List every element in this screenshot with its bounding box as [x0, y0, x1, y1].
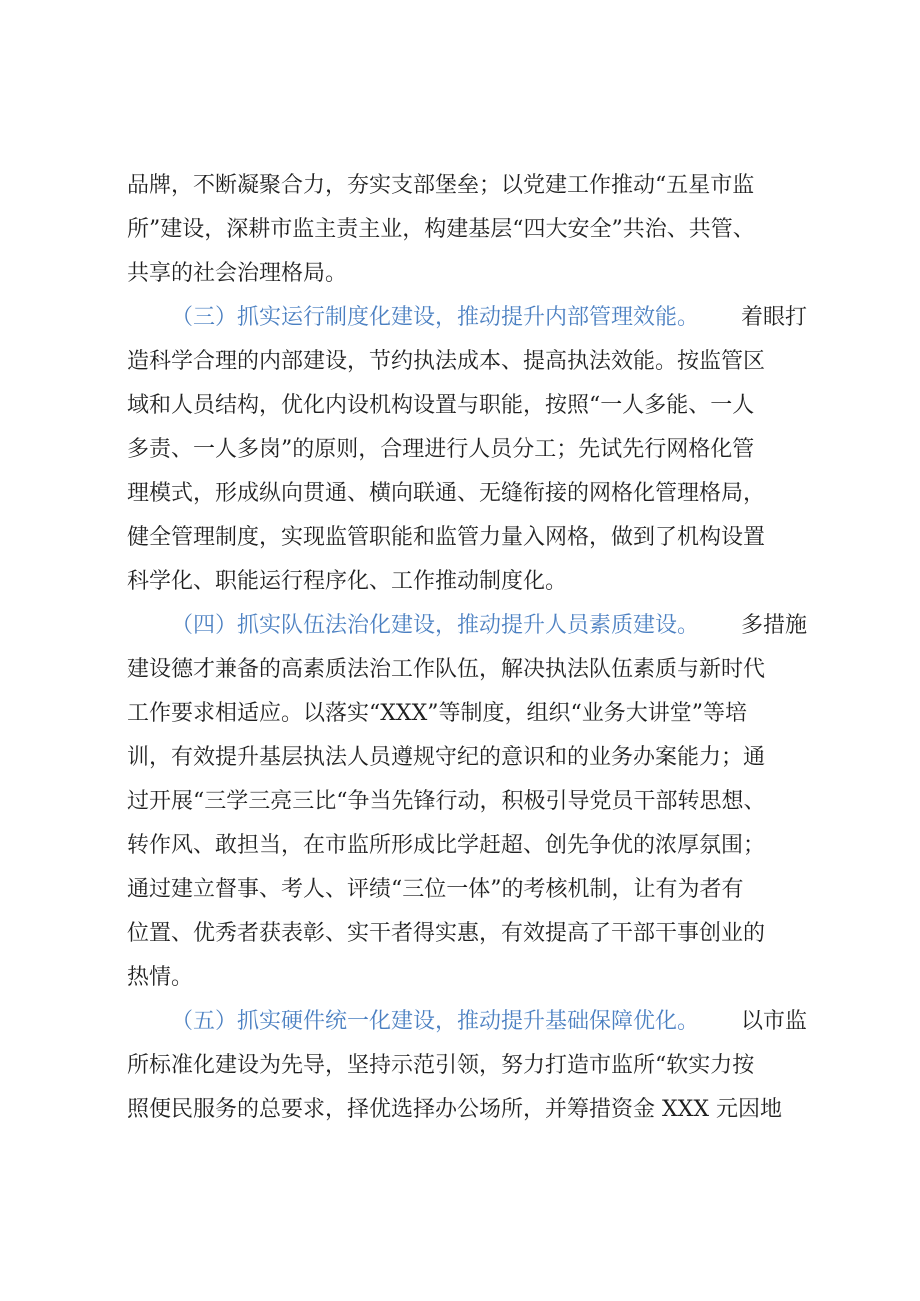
text-line-content: 域和人员结构，优化内设机构设置与职能，按照“一人多能、一人 — [127, 393, 755, 418]
text-line-content: 理模式，形成纵向贯通、横向联通、无缝衔接的网格化管理格局， — [127, 481, 766, 506]
text-line — [0, 254, 920, 294]
text-line — [0, 474, 920, 514]
text-line-content: 造科学合理的内部建设，节约执法成本、提高执法效能。按监管区 — [127, 349, 766, 374]
text-line — [0, 1046, 920, 1086]
text-line-content: 健全管理制度，实现监管职能和监管力量入网格，做到了机构设置 — [127, 525, 766, 550]
text-line — [0, 782, 920, 822]
text-line — [0, 342, 920, 382]
text-line-content: 位置、优秀者获表彰、实干者得实惠，有效提高了干部干事创业的 — [127, 921, 766, 946]
text-line — [0, 914, 920, 954]
section-4-heading: （四）抓实队伍法治化建设，推动提升人员素质建设。 — [171, 613, 700, 638]
text-line — [0, 738, 920, 778]
text-line — [0, 1090, 920, 1130]
text-line-content: 多责、一人多岗”的原则，合理进行人员分工；先试先行网格化管 — [127, 437, 755, 462]
text-line — [0, 518, 920, 558]
text-line-content: 训，有效提升基层执法人员遵规守纪的意识和的业务办案能力；通 — [127, 745, 766, 770]
text-line-content: 过开展“三学三亮三比“争当先锋行动，积极引导党员干部转思想、 — [127, 789, 766, 814]
text-line-content: 品牌，不断凝聚合力，夯实支部堡垒；以党建工作推动“五星市监 — [127, 173, 755, 198]
text-line — [0, 958, 920, 998]
text-line — [0, 826, 920, 866]
section-5-first-line — [0, 1002, 920, 1042]
text-line — [0, 386, 920, 426]
section-5-heading: （五）抓实硬件统一化建设，推动提升基础保障优化。 — [171, 1009, 700, 1034]
text-line-content: 所标准化建设为先导，坚持示范引领，努力打造市监所“软实力按 — [127, 1053, 755, 1078]
text-line-content: 通过建立督事、考人、评绩“三位一体”的考核机制，让有为者有 — [127, 877, 744, 902]
text-line-content: 工作要求相适应。以落实“XXX”等制度，组织“业务大讲堂”等培 — [127, 701, 747, 726]
text-line — [0, 166, 920, 206]
text-line — [0, 210, 920, 250]
text-line — [0, 562, 920, 602]
section-4-first-line-rest: 多措施 — [740, 613, 807, 638]
section-5-first-line-rest: 以市监 — [740, 1009, 807, 1034]
text-line — [0, 870, 920, 910]
text-line-content: 转作风、敢担当，在市监所形成比学赶超、创先争优的浓厚氛围； — [127, 833, 766, 858]
section-3-first-line — [0, 298, 920, 338]
text-line-content: 热情。 — [127, 965, 194, 990]
text-line — [0, 694, 920, 734]
text-line-content: 所”建设，深耕市监主责主业，构建基层“四大安全”共治、共管、 — [127, 217, 755, 242]
text-line-content: 科学化、职能运行程序化、工作推动制度化。 — [127, 569, 568, 594]
text-line — [0, 430, 920, 470]
section-3-first-line-rest: 着眼打 — [740, 305, 807, 330]
text-line-content: 建设德才兼备的高素质法治工作队伍，解决执法队伍素质与新时代 — [127, 657, 766, 682]
text-line-content: 照便民服务的总要求，择优选择办公场所，并筹措资金 XXX 元因地 — [127, 1097, 782, 1122]
text-line-content: 共享的社会治理格局。 — [127, 261, 348, 286]
section-4-first-line — [0, 606, 920, 646]
text-line — [0, 650, 920, 690]
section-3-heading: （三）抓实运行制度化建设，推动提升内部管理效能。 — [171, 305, 700, 330]
